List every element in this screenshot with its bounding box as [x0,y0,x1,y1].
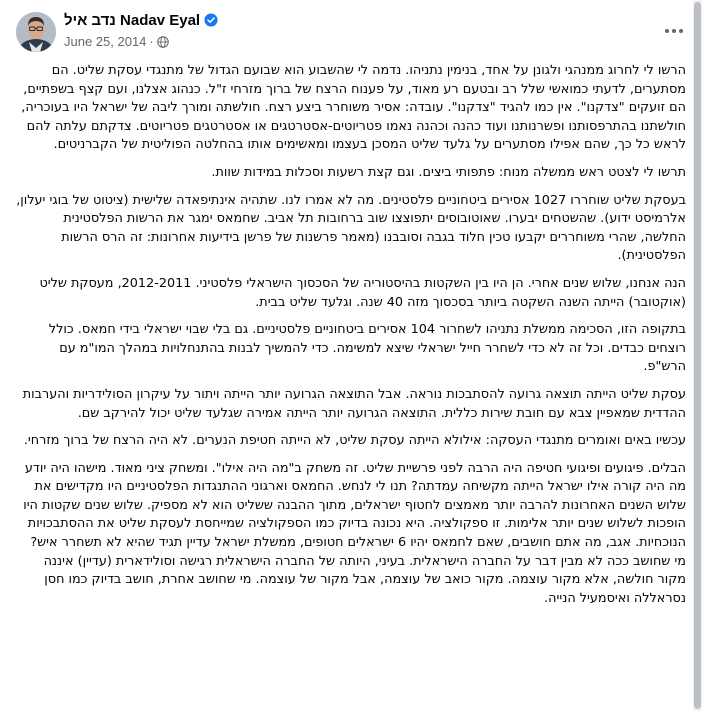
meta-separator: · [149,34,154,49]
profile-photo [16,12,56,52]
globe-icon[interactable] [157,36,169,51]
verified-badge-icon [204,13,218,31]
post-paragraph: תרשו לי לצטט ראש ממשלה מנוח: פתפותי ביצים. וגם קצת רשעות וסכלות במידות שוות. [211,164,686,180]
post-paragraph: עסקת שליט הייתה תוצאה גרועה להסתבכות נוראה. אבל התוצאה הגרועה יותר הייתה ויתור על עיקרון הסולידריות והערבות ההדדית שמאפיין צבא עם חובת שירות כללית. התוצאה הגרועה יותר הייתה אמירה שגלעד שליט יכול להירקב שם. [22,386,686,421]
more-options-button[interactable] [657,14,691,48]
post-header [16,12,691,54]
avatar[interactable] [16,12,56,52]
post-paragraph: בתקופה הזו, הסכימה ממשלת נתניהו לשחרור 104 אסירים ביטחוניים פלסטיניים. גם בלי שבוי ישראלי בידי חמאס. כולל רוצחים כבדים. וכל זה לא כדי לשחרר חייל ישראלי שיצא למשימה. כדי להמשיך לבנות בהתנחלויות במהלך המו"מ עם הרש"פ. [48,322,686,375]
author-name[interactable]: נדב איל Nadav Eyal [64,12,201,29]
post-paragraph: הרשו לי לחרוג ממנהגי ולגונן על אחד, בנימין נתניהו. נדמה לי שהשבוע הוא שבועם הגדול של מתנגדי עסקת שליט. הם מסתערים, לדעתי כמואשי שלל רב ובטעם רע מאוד, על פענוח הרצח של ברוך מזרחי ז"ל. כנהוג אצלנו, ועם קצף בשפתיים, הם זועקים "צדקנו". אין כמו להגיד "צדקנו". עובדה: אסיר משוחרר ביצע רצח. חולשתה ומורך ליבה של ישראל היו בעוכריה, חולשתנו בהתרפסותנו ופשרנותנו ועוד כהנה וכהנה נאמו פטריוטים-אסטרטגים או אסטרטגים פטריוטים. צדקתם עלתה להם לראש כל כך, שהם אפילו מסתערים על גלעד שליט המסכן בעצמו ומאשימים אותו בהחלטה הפוליטית של הקברניטים. [21,63,686,153]
scrollbar[interactable] [693,0,702,711]
post-paragraph: הנה אנחנו, שלוש שנים אחרי. הן היו בין השקטות בהיסטוריה של הסכסוך הישראלי פלסטיני. 2012-2011, מעסקת שליט (אוקטובר) הייתה השנה השקטה ביותר בסכסוך מזה 40 שנה. וגלעד שליט בבית. [39,275,686,310]
more-dot [665,29,669,33]
more-dot [672,29,676,33]
post-meta [64,34,169,51]
post-date[interactable]: June 25, 2014 [64,34,147,49]
author-name-row [64,12,218,31]
post-paragraph: עכשיו באים ואומרים מתנגדי העסקה: אילולא הייתה עסקת שליט, לא הייתה חטיפת הנערים. לא היה הרצח של ברוך מזרחי. [23,433,686,449]
scrollbar-thumb[interactable] [694,2,701,709]
post-text [16,62,686,617]
post-paragraph: הבלים. פיגועים ופיגועי חטיפה היה הרבה לפני פרשיית שליט. זה משחק ב"מה היה אילו". ומשחק ציני מאוד. מישהו היה יודע מה היה קורה אילו ישראל הייתה מקשיחה עמדתה? תנו לי לנחש. החמאס וארגוני ההתנגדות הפלסטיניים היו מקדישים את שלוש השנים האחרונות להרבה יותר מאמצים לחטוף ישראלים, מתוך ההבנה ששליט הוא לא מספיק. שלוש שנים שקטות היו הופכות לשלוש שנים יותר אלימות. זו ספקולציה. היא נכונה בדיוק כמו הספקולציה שמייחסת לעסקת שליט את ההסתבכויות הנוכחיות. אגב, מה אתם חושבים, שאם לחמאס יהיו 6 ישראלים חטופים, ממשלת ישראל עדיין תגיד שהיא לא תשחרר איש? מי שחושב ככה לא מבין דבר על החברה הישראלית. בעיני, היותה של החברה הישראלית רגישה וסולידארית (עדיין) איננה מקור חולשה, אלא מקור עוצמה. מקור כואב של עוצמה, אבל מקור של עוצמה. מי שחושב אחרת, חושב בדיוק כמו חסן נסראללה ואיסמעיל הנייה. [23,460,686,606]
more-dot [679,29,683,33]
post-paragraph: בעסקת שליט שוחררו 1027 אסירים ביטחוניים פלסטינים. מה לא אמרו לנו. שתהיה אינתיפאדה שלישית (ציטוט של בוגי יעלון, אלרמיסט ידוע). שהשטחים יבערו. שאוטובוסים יתפוצצו שוב ברחובות תל אביב. שחמאס ימגר את הרשות הפלסטינית החלשה, שהרי משוחררים יקבעו טכין חלוד בגבה וסובבנו (מאמר פרשנות של פרשן בידיעות אחרונות: זה הרס הרשות הפלסטינית). [16,192,686,264]
